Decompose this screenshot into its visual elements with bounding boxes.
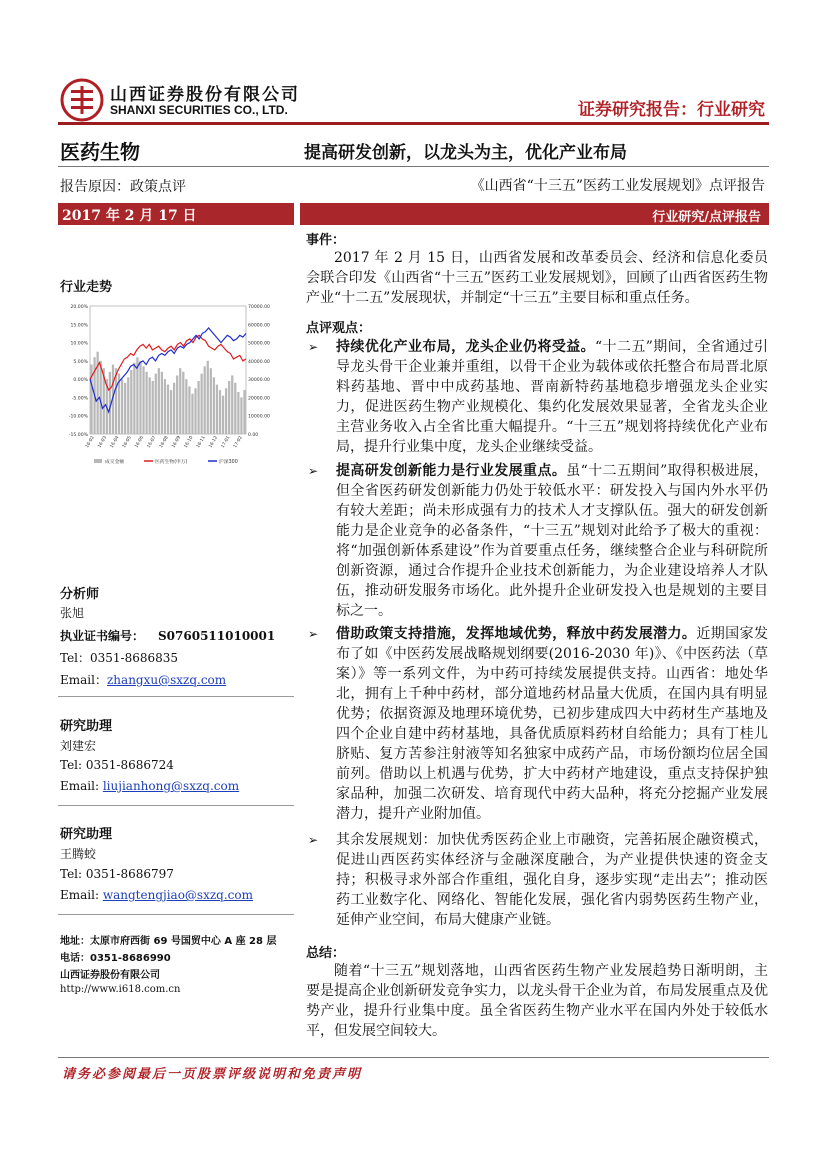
- viewpoint-item: [306, 624, 768, 824]
- volume-bar: [142, 366, 144, 434]
- contact-company: 山西证券股份有限公司: [60, 970, 160, 981]
- legend-label: 医药生物(申万): [155, 460, 188, 465]
- x-axis-tick-label: 17-01: [220, 435, 232, 450]
- analyst-email-link[interactable]: zhangxu@sxzq.com: [106, 673, 227, 687]
- legend-label: 成交金额: [105, 460, 125, 465]
- analyst-name: 张旭: [60, 606, 85, 620]
- volume-bar: [167, 385, 169, 434]
- analyst-tel: Tel：0351-8686835: [60, 651, 179, 665]
- x-axis-tick-label: 16-11: [196, 435, 207, 450]
- volume-bar: [130, 370, 132, 434]
- volume-bar: [234, 383, 236, 434]
- volume-bar: [161, 372, 163, 434]
- left-axis-tick-label: -15.00%: [68, 433, 88, 438]
- contact-website[interactable]: http://www.i618.com.cn: [60, 984, 181, 995]
- contact-address: 地址：太原市府西街 69 号国贸中心 A 座 28 层: [60, 936, 277, 947]
- viewpoint-lead: 持续优化产业布局，龙头企业仍将受益。: [336, 339, 596, 355]
- assistant1-name: 刘建宏: [60, 739, 97, 753]
- viewpoint-text: 虽“十二五期间”取得积极进展，但全省医药研发创新能力仍处于较低水平：研发投入与国内外水平仍有较大差距；尚未形成强有力的技术人才支撑队伍。强大的研发创新能力是企业竞争的必备条件，“十三五”规划对此给予了极大的重视：将“加强创新体系建设”作为首要重点任务，继续整合企业与科研院所创新资源，通过合作提升企业技术创新能力，为企业建设培养人才队伍，推动研发服务市场化。此外提升企业研发投入也是规划的主要目标之一。: [336, 463, 768, 619]
- volume-bar: [216, 385, 218, 434]
- right-axis-tick-label: 40000.00: [248, 359, 270, 365]
- viewpoint-lead: 借助政策支持措施，发挥地域优势，释放中药发展潜力。: [336, 626, 697, 642]
- volume-bar: [237, 392, 239, 434]
- x-axis-tick-label: 16-12: [208, 435, 220, 450]
- volume-bar: [204, 366, 206, 434]
- disclaimer-footer: 请务必参阅最后一页股票评级说明和免责声明: [62, 1067, 363, 1082]
- category-bar: [300, 203, 769, 225]
- x-axis-tick-label: 16-02: [85, 435, 96, 450]
- header-divider: [58, 122, 769, 125]
- volume-bar: [127, 377, 129, 434]
- left-axis-tick-label: 0.00%: [73, 378, 88, 384]
- volume-bar: [188, 386, 190, 434]
- industry-name: 医药生物: [60, 140, 140, 164]
- assistant2-email-link[interactable]: wangtengjiao@sxzq.com: [102, 888, 254, 902]
- volume-bar: [213, 377, 215, 434]
- viewpoint-lead: 提高研发创新能力是行业发展重点。: [336, 463, 567, 479]
- right-axis-tick-label: 70000.00: [248, 305, 270, 310]
- report-reason: 报告原因：政策点评: [60, 179, 186, 195]
- volume-bar: [240, 397, 242, 434]
- volume-bar: [124, 383, 126, 434]
- volume-bar: [194, 388, 196, 434]
- left-axis-tick-label: 10.00%: [70, 341, 88, 347]
- volume-bar: [145, 372, 147, 434]
- analyst-email-row: [60, 671, 226, 688]
- email-label: Email：: [60, 673, 107, 687]
- right-axis-tick-label: 50000.00: [248, 341, 270, 347]
- volume-bar: [155, 374, 157, 434]
- viewpoint-text: 近期国家发布了如《中医药发展战略规划纲要(2016-2030 年)》、《中医药法（草案）》等一系列文件，为中药可持续发展提供支持。山西省：地处华北，拥有上千种中药材，部分道地药材品量大优质，在国内具有明显优势；依据资源及地理环境优势，已初步建成四大中药材生产基地及四个企业自建中药材基地，具备优质原料药材自给能力；具有丁桂儿脐贴、复方苦参注射液等知名独家中成药产品，市场份额均位居全国前列。借助以上机遇与优势，扩大中药材产地建设，重点支持保护独家品种，加强二次研发、培育现代中药大品种，将充分挖掘产业发展潜力，提升产业附加值。: [336, 626, 768, 822]
- assistant1-heading: 研究助理: [60, 719, 113, 734]
- volume-bar: [228, 381, 230, 434]
- volume-bar: [210, 368, 212, 434]
- volume-bar: [182, 372, 184, 434]
- volume-bar: [219, 390, 221, 434]
- arrow-bullet-icon: ➢: [308, 833, 319, 847]
- volume-bar: [139, 361, 141, 434]
- x-axis-tick-label: 16-03: [97, 435, 109, 450]
- volume-bar: [149, 377, 151, 434]
- left-axis-tick-label: -10.00%: [68, 414, 88, 420]
- x-axis-tick-label: 16-10: [183, 435, 195, 450]
- volume-bar: [176, 375, 178, 434]
- volume-bar: [185, 379, 187, 434]
- volume-bar: [173, 383, 175, 434]
- date-bar: [58, 203, 294, 225]
- volume-bar: [225, 388, 227, 434]
- assistant1-email-link[interactable]: liujianhong@sxzq.com: [102, 779, 240, 793]
- company-logo-icon: [60, 78, 104, 122]
- legend-label: 沪深300: [219, 460, 238, 465]
- report-kind: 证券研究报告：行业研究: [578, 100, 765, 120]
- summary-text: [306, 961, 768, 1041]
- volume-bar: [191, 394, 193, 434]
- x-axis-tick-label: 16-08: [159, 435, 170, 450]
- viewpoint-item: [306, 337, 768, 457]
- x-axis-tick-label: 16-04: [109, 435, 121, 450]
- volume-bar: [207, 361, 209, 434]
- volume-bar: [170, 390, 172, 434]
- right-axis-tick-label: 0.00: [248, 433, 259, 438]
- summary-paragraph: 随着“十三五”规划落地，山西省医药生物产业发展趋势日渐明朗，主要是提高企业创新研发竞争实力，以龙头骨干企业为首，布局发展重点及优势产业，提升行业集中度。虽全省医药生物产业水平在国内外处于较低水平，但发展空间较大。: [306, 963, 768, 1039]
- volume-bar: [152, 381, 154, 434]
- left-axis-tick-label: -5.00%: [71, 396, 88, 402]
- right-axis-tick-label: 60000.00: [248, 323, 270, 329]
- email-label: Email:: [60, 779, 103, 793]
- report-title: 提高研发创新，以龙头为主，优化产业布局: [304, 143, 627, 163]
- x-axis-tick-label: 16-07: [146, 435, 158, 450]
- email-label: Email:: [60, 888, 103, 902]
- right-axis-tick-label: 30000.00: [248, 378, 270, 384]
- volume-bar: [197, 381, 199, 434]
- volume-bar: [133, 363, 135, 434]
- analyst-heading: 分析师: [60, 587, 100, 602]
- left-axis-tick-label: 20.00%: [70, 305, 88, 310]
- right-axis-tick-label: 10000.00: [248, 414, 270, 420]
- volume-bar: [222, 396, 224, 434]
- volume-bar: [158, 368, 160, 434]
- assistant1-tel: Tel: 0351-8686724: [60, 758, 174, 772]
- company-name-en: SHANXI SECURITIES CO., LTD.: [110, 103, 288, 117]
- x-axis-tick-label: 16-05: [122, 435, 133, 450]
- x-axis-tick-label: 16-09: [171, 435, 183, 450]
- arrow-bullet-icon: ➢: [308, 464, 319, 478]
- event-paragraph: 2017 年 2 月 15 日，山西省发展和改革委员会、经济和信息化委员会联合印发《山西省“十三五”医药工业发展规划》，回顾了山西省医药生物产业“十二五”发展现状，并制定“十三五”主要目标和重点任务。: [306, 250, 768, 306]
- trend-title: 行业走势: [60, 280, 113, 295]
- footer-divider: [58, 1057, 769, 1058]
- viewpoint-item: [306, 830, 768, 930]
- assistant2-heading: 研究助理: [60, 827, 113, 842]
- volume-bar: [201, 374, 203, 434]
- event-text: [306, 248, 768, 308]
- left-divider: [58, 914, 294, 915]
- arrow-bullet-icon: ➢: [308, 627, 319, 641]
- left-divider: [58, 805, 294, 806]
- assistant1-email-row: [60, 779, 239, 793]
- arrow-bullet-icon: ➢: [308, 340, 319, 354]
- volume-bar: [179, 368, 181, 434]
- viewpoint-text: 其余发展规划：加快优秀医药企业上市融资，完善拓展企融资模式，促进山西医药实体经济与金融深度融合，为产业提供快速的资金支持；积极寻求外部合作重组，强化自身，逐步实现“走出去”；推动医药工业数字化、网络化、智能化发展，强化省内弱势医药生物产业，延伸产业空间，布局大健康产业链。: [336, 832, 768, 928]
- volume-bar: [231, 375, 233, 434]
- left-axis-tick-label: 15.00%: [70, 323, 88, 329]
- cert-number: S0760511010001: [158, 629, 276, 643]
- contact-phone: 电话：0351-8686990: [60, 953, 171, 964]
- analyst-cert: [60, 627, 275, 644]
- company-name-cn: 山西证券股份有限公司: [110, 85, 300, 105]
- viewpoints-heading: 点评观点：: [306, 321, 372, 336]
- cert-label: 执业证书编号：: [60, 629, 145, 643]
- volume-bar: [243, 390, 245, 434]
- report-subtitle: 《山西省“十三五”医药工业发展规划》点评报告: [470, 178, 765, 194]
- volume-bar: [164, 379, 166, 434]
- volume-bar: [121, 379, 123, 434]
- x-axis-tick-label: 17-02: [233, 435, 244, 450]
- viewpoint-text: “十二五”期间，全省通过引导龙头骨干企业兼并重组，以骨干企业为载体或依托整合布局晋北原料药基地、晋中中成药基地、晋南新特药基地稳步增强龙头企业实力，促进医药生物产业规模化、集约化发展效果显著，全省龙头企业主营业务收入占全省比重大幅提升。“十三五”规划将持续优化产业布局，提升行业集中度，龙头企业继续受益。: [336, 339, 768, 455]
- report-date: 2017 年 2 月 17 日: [62, 208, 197, 224]
- assistant2-tel: Tel: 0351-8686797: [60, 867, 174, 881]
- left-axis-tick-label: 5.00%: [73, 359, 88, 365]
- viewpoint-item: [306, 461, 768, 621]
- report-category: 行业研究/点评报告: [652, 210, 761, 225]
- assistant2-name: 王腾蛟: [60, 847, 97, 861]
- title-divider: [58, 166, 769, 167]
- left-divider: [58, 696, 294, 697]
- right-axis-tick-label: 20000.00: [248, 396, 270, 402]
- summary-heading: 总结：: [306, 946, 346, 961]
- assistant2-email-row: [60, 888, 253, 902]
- x-axis-tick-label: 16-06: [134, 435, 146, 450]
- legend-swatch: [94, 459, 102, 463]
- industry-trend-chart: [60, 302, 278, 472]
- event-heading: 事件：: [306, 233, 346, 248]
